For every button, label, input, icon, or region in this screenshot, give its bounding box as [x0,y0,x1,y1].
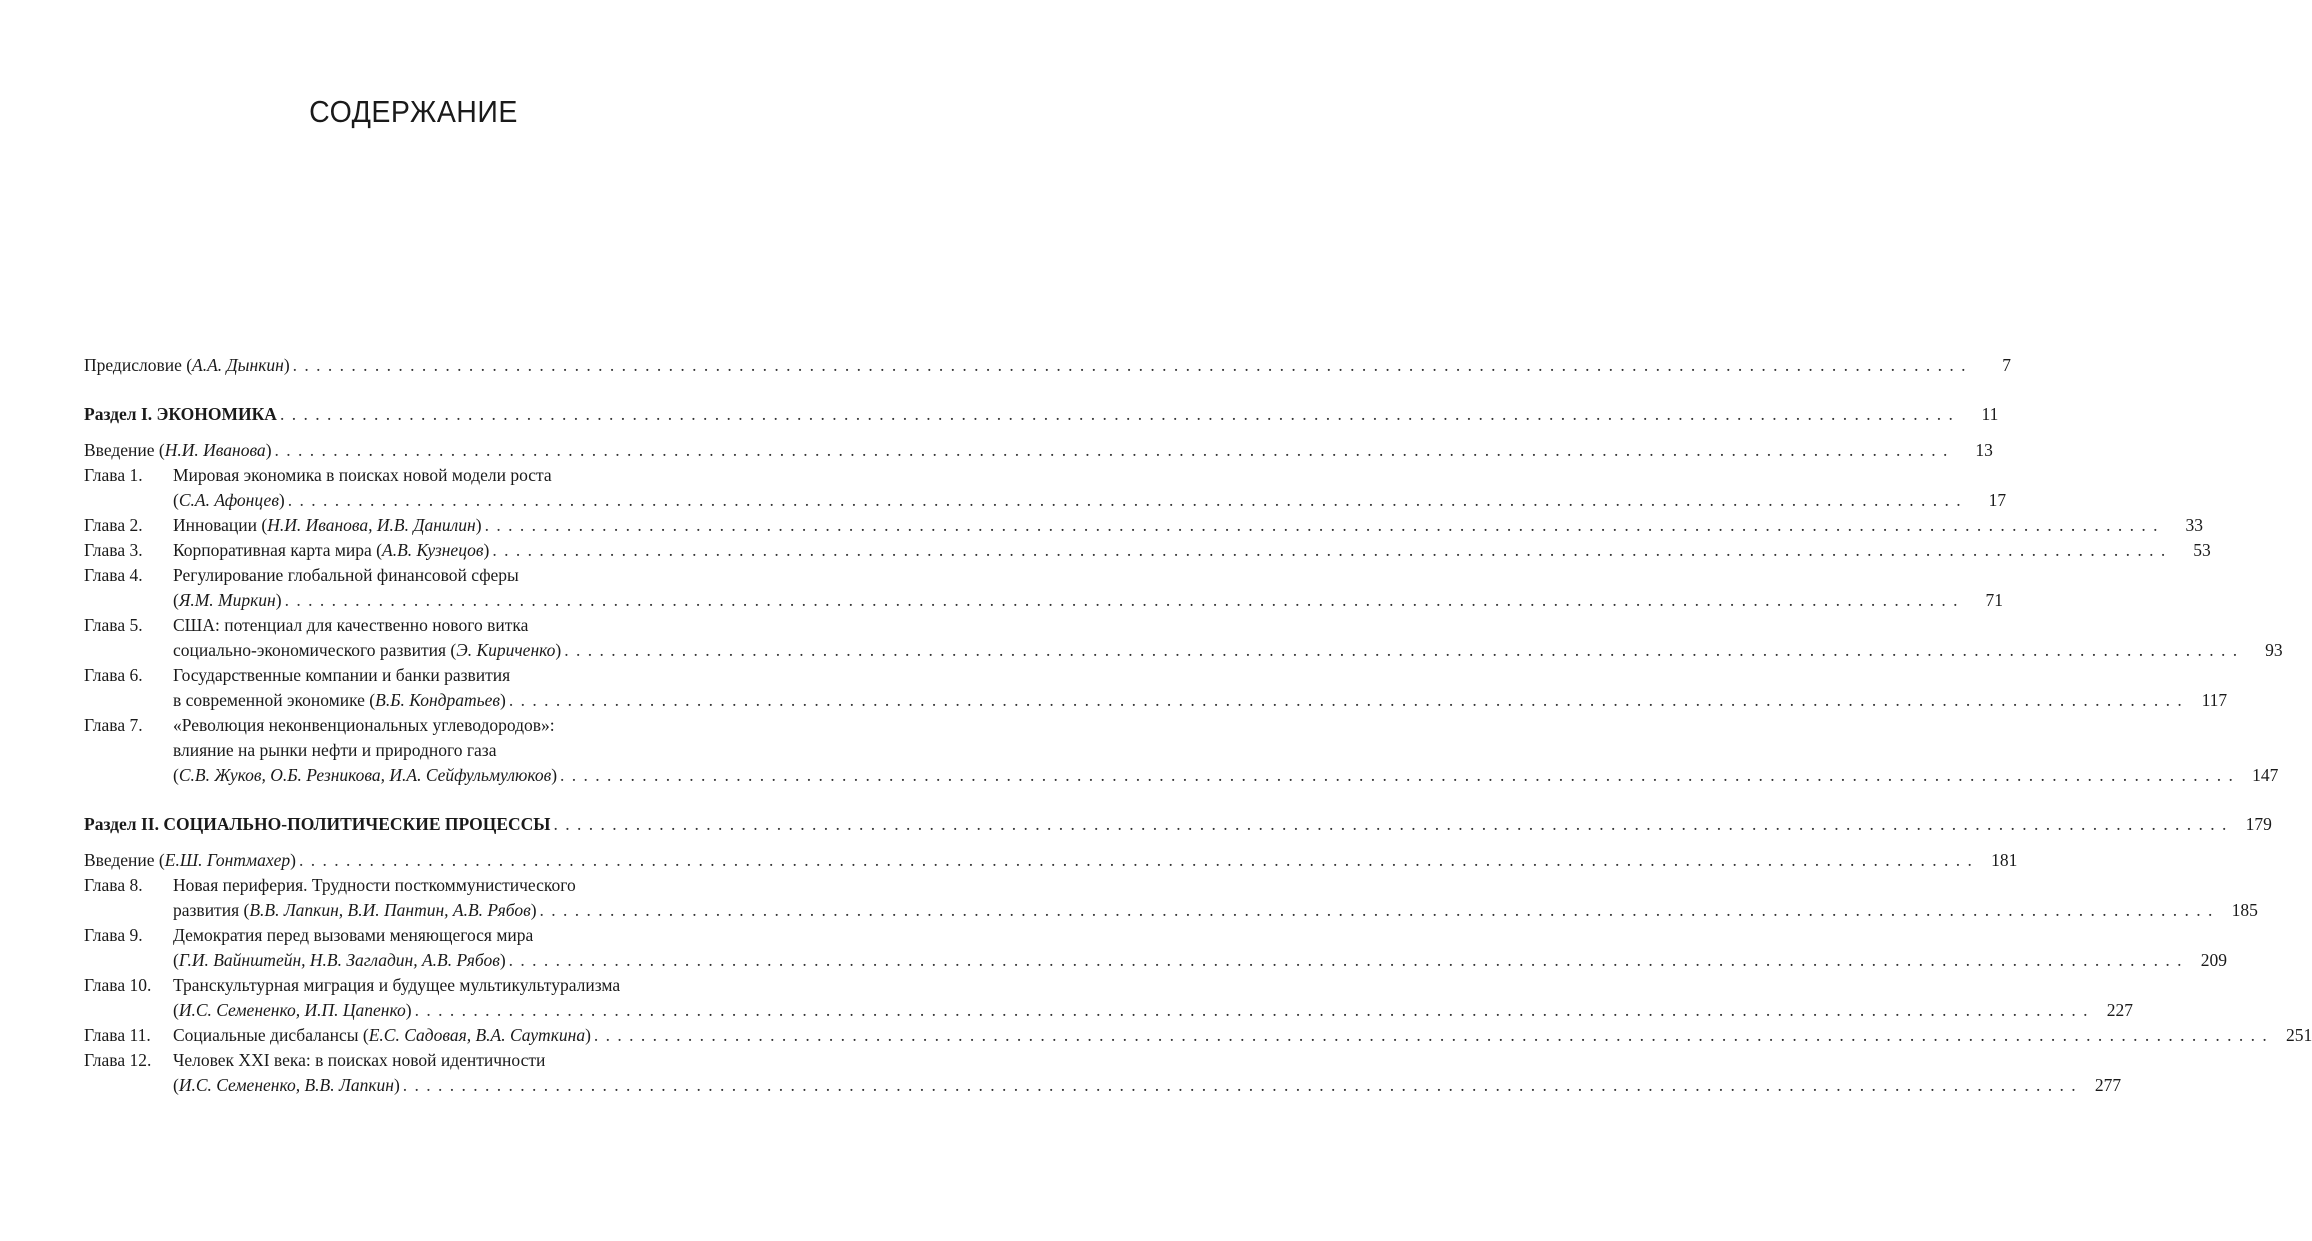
table-of-contents [84,353,2312,1098]
toc-section-2-heading[interactable] [84,812,2272,837]
page-number: 147 [2252,765,2279,785]
toc-entry-intro-2[interactable]: Введение (Е.Ш. Гонтмахер) . . . 181 [84,848,744,873]
entry-author: Э. Кириченко [456,640,556,660]
page-number: 11 [1981,404,1999,424]
page-number: 209 [2200,950,2228,970]
chapter-title: США: потенциал для качественно нового витка [173,615,529,635]
toc-entry-chapter-12[interactable]: Глава 12. Человек XXI века: в поисках новой идентичности (И.С. Семененко, В.В. Лапкин) . . . 277 [84,1048,744,1098]
dot-leader [280,402,1954,427]
dot-leader [492,538,2166,563]
entry-author: А.В. Кузнецов [382,540,484,560]
entry-author: В.В. Лапкин, В.И. Пантин, А.В. Рябов [249,900,531,920]
dot-leader [594,1023,2268,1048]
page-number: 71 [1985,590,2003,610]
dot-leader [564,638,2238,663]
page-number: 117 [2201,690,2228,710]
chapter-title: Транскультурная миграция и будущее мультикультурализма [173,975,621,995]
entry-author: Н.И. Иванова [164,440,266,460]
page-number: 17 [1988,490,2007,510]
entry-author: А.А. Дынкин [192,355,284,375]
chapter-title: Социальные дисбалансы ( [173,1025,369,1045]
entry-author: И.С. Семененко, В.В. Лапкин [178,1075,394,1095]
chapter-number: Глава 7. [84,715,143,735]
dot-leader [415,998,2089,1023]
chapter-title-cont: социально-экономического развития ( [173,640,457,660]
chapter-number: Глава 3. [84,540,143,560]
dot-leader [553,812,2227,837]
dot-leader [560,763,2234,788]
chapter-number: Глава 10. [84,975,152,995]
chapter-title: Человек XXI века: в поисках новой идентичности [173,1050,546,1070]
toc-entry-chapter-8[interactable]: Глава 8. Новая периферия. Трудности посткоммунистического развития (В.В. Лапкин, В.И. Пантин, А.В. Рябов) . . . 185 [84,873,744,923]
dot-leader [299,848,1973,873]
chapter-title: Корпоративная карта мира ( [173,540,383,560]
entry-author: С.В. Жуков, О.Б. Резникова, И.А. Сейфульмулюков [178,765,552,785]
chapter-number: Глава 1. [84,465,143,485]
chapter-title: Инновации ( [173,515,268,535]
chapter-title: Демократия перед вызовами меняющегося мира [173,925,534,945]
toc-entry-chapter-2[interactable]: Глава 2. Инновации (Н.И. Иванова, И.В. Данилин) . . . 33 [84,513,744,538]
entry-author: В.Б. Кондратьев [375,690,500,710]
dot-leader [403,1073,2077,1098]
page-number: 53 [2193,540,2211,560]
toc-entry-chapter-10[interactable]: Глава 10. Транскультурная миграция и будущее мультикультурализма (И.С. Семененко, И.П. Цапенко) . . . 227 [84,973,744,1023]
entry-author: Е.Ш. Гонтмахер [164,850,291,870]
entry-author: И.С. Семененко, И.П. Цапенко [178,1000,406,1020]
dot-leader [485,513,2159,538]
toc-entry-chapter-5[interactable]: Глава 5. США: потенциал для качественно нового витка социально-экономического развития (Э. Кириченко) . . . 93 [84,613,744,663]
page-number: 13 [1975,440,1993,460]
page-number: 7 [2002,355,2012,375]
chapter-number: Глава 2. [84,515,143,535]
dot-leader [285,588,1959,613]
chapter-title: Государственные компании и банки развития [173,665,511,685]
toc-entry-chapter-1[interactable]: Глава 1. Мировая экономика в поисках новой модели роста (С.А. Афонцев) . . . 17 [84,463,744,513]
toc-entry-chapter-3[interactable]: Глава 3. Корпоративная карта мира (А.В. Кузнецов) . . . 53 [84,538,744,563]
entry-author: Е.С. Садовая, В.А. Сауткина [368,1025,586,1045]
toc-entry-chapter-4[interactable]: Глава 4. Регулирование глобальной финансовой сферы (Я.М. Миркин) . . . 71 [84,563,744,613]
chapter-title-cont: в современной экономике ( [173,690,376,710]
chapter-number: Глава 11. [84,1025,151,1045]
chapter-title: Новая периферия. Трудности посткоммунистического [173,875,576,895]
page-number: 251 [2286,1025,2312,1045]
section-heading: Раздел II. СОЦИАЛЬНО-ПОЛИТИЧЕСКИЕ ПРОЦЕССЫ [84,814,551,834]
page-number: 181 [1991,850,2018,870]
dot-leader [275,438,1949,463]
chapter-number: Глава 6. [84,665,143,685]
dot-leader [509,948,2183,973]
entry-author: Г.И. Вайнштейн, Н.В. Загладин, А.В. Рябов [178,950,500,970]
dot-leader [293,353,1967,378]
entry-author: Н.И. Иванова, И.В. Данилин [267,515,476,535]
toc-entry-intro-1[interactable]: Введение (Н.И. Иванова) . . . 13 [84,438,744,463]
entry-author: С.А. Афонцев [178,490,279,510]
chapter-number: Глава 8. [84,875,143,895]
page-number: 179 [2245,814,2272,834]
dot-leader [509,688,2183,713]
chapter-title: «Революция неконвенциональных углеводородов»: [173,715,555,735]
toc-section-1-heading[interactable] [84,402,1999,427]
chapter-number: Глава 12. [84,1050,152,1070]
toc-entry-chapter-11[interactable]: Глава 11. Социальные дисбалансы (Е.С. Садовая, В.А. Сауткина) . . . 251 [84,1023,744,1048]
chapter-number: Глава 4. [84,565,143,585]
page-number: 185 [2231,900,2258,920]
page-number: 33 [2185,515,2203,535]
entry-author: Я.М. Миркин [178,590,276,610]
page-title: СОДЕРЖАНИЕ [309,94,518,129]
chapter-title: Регулирование глобальной финансовой сферы [173,565,519,585]
chapter-number: Глава 9. [84,925,143,945]
page-number: 93 [2265,640,2283,660]
chapter-title-cont: влияние на рынки нефти и природного газа [173,740,497,760]
page-number: 227 [2106,1000,2133,1020]
page-number: 277 [2094,1075,2122,1095]
section-heading: Раздел I. ЭКОНОМИКА [84,404,277,424]
toc-entry-chapter-7[interactable]: Глава 7. «Революция неконвенциональных углеводородов»: влияние на рынки нефти и природного газа (С.В. Жуков, О.Б. Резникова, И.А. Сейфульмулюков) . . . 147 [84,713,744,788]
dot-leader [288,488,1962,513]
chapter-title-cont: развития ( [173,900,250,920]
chapter-number: Глава 5. [84,615,143,635]
toc-entry-chapter-6[interactable]: Глава 6. Государственные компании и банки развития в современной экономике (В.Б. Кондратьев) . . . 117 [84,663,744,713]
toc-entry-chapter-9[interactable]: Глава 9. Демократия перед вызовами меняющегося мира (Г.И. Вайнштейн, Н.В. Загладин, А.В. Рябов) . . . 209 [84,923,744,973]
chapter-title: Мировая экономика в поисках новой модели роста [173,465,552,485]
dot-leader [540,898,2214,923]
entry-label: Предисловие ( [84,355,193,375]
toc-entry-preface[interactable]: Предисловие (А.А. Дынкин) . . . 7 [84,353,744,378]
